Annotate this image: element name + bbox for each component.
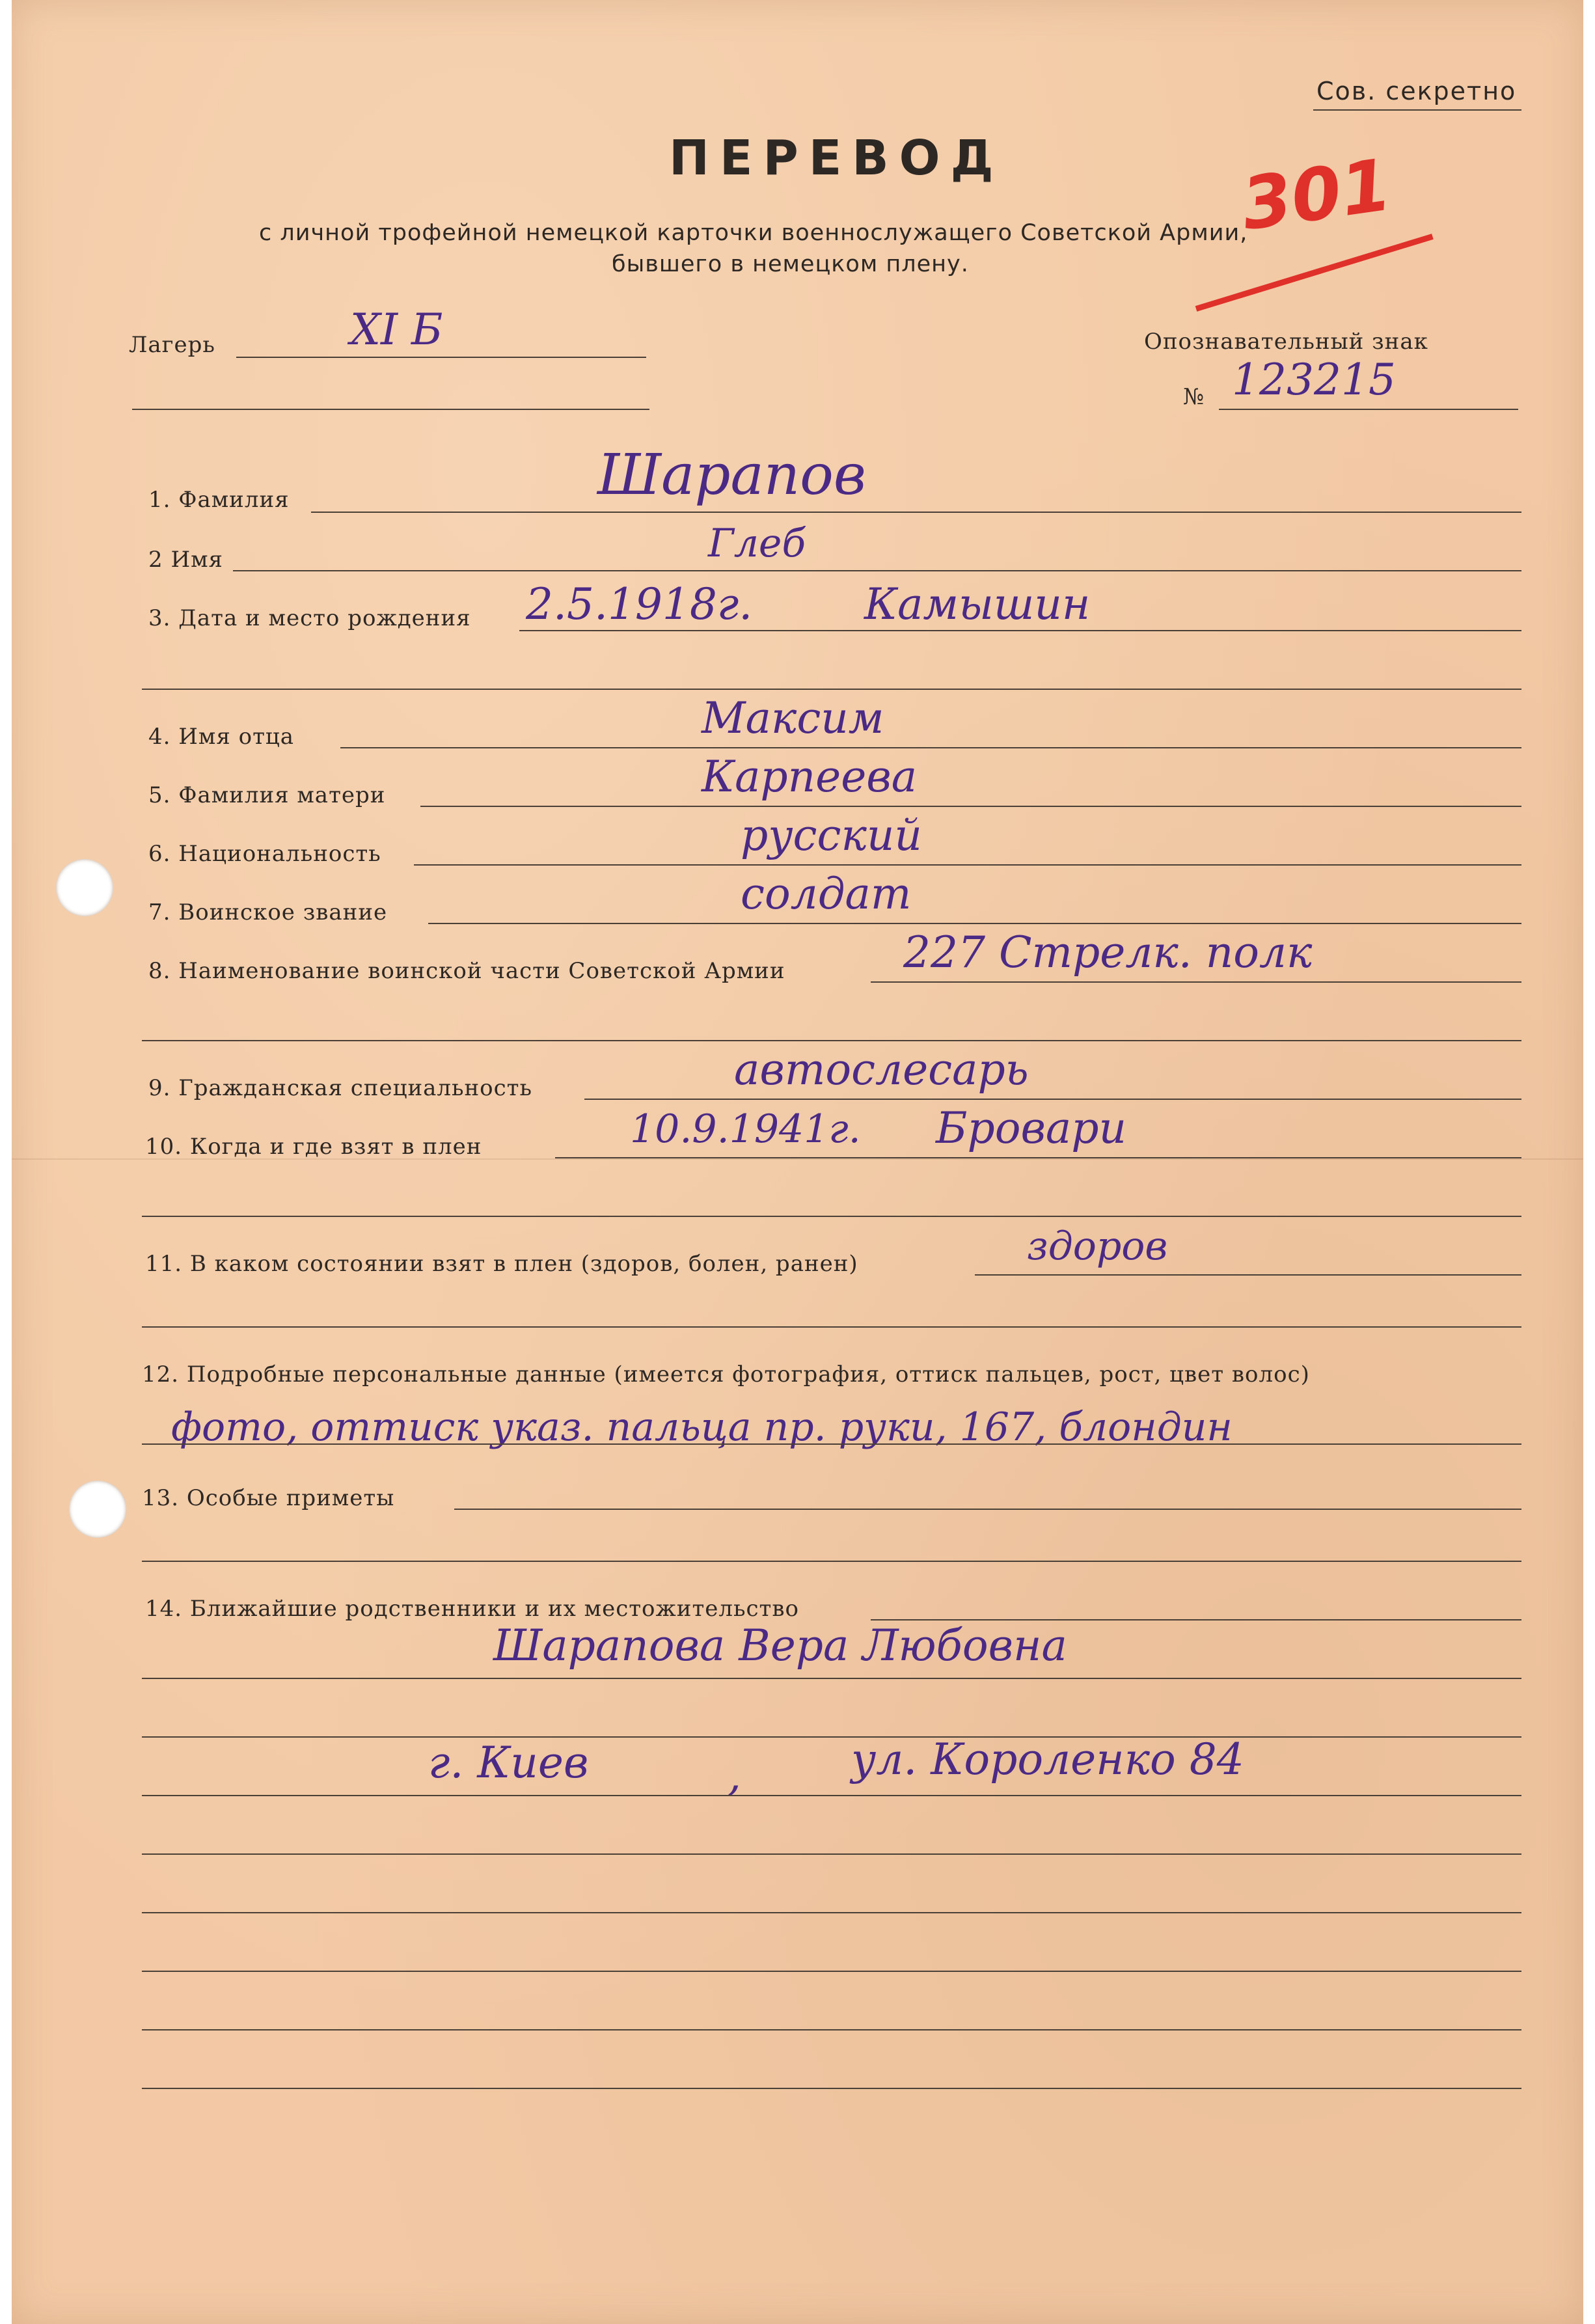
field-12-label: 12. Подробные персональные данные (имеется фотография, оттиск пальцев, рост, цвет волос) <box>142 1361 1310 1388</box>
field-7-label: 7. Воинское звание <box>148 899 388 925</box>
field-5-label: 5. Фамилия матери <box>148 782 386 808</box>
field-9-value: автослесарь <box>734 1045 1029 1095</box>
field-14-line-2 <box>142 1678 1521 1679</box>
id-tag-label: Опознавательный знак <box>1144 329 1428 355</box>
field-4-label: 4. Имя отца <box>148 724 295 750</box>
field-3-date: 2.5.1918г. <box>526 579 753 629</box>
field-6-label: 6. Национальность <box>148 841 381 867</box>
field-11-label: 11. В каком состоянии взят в плен (здоров, болен, ранен) <box>145 1251 858 1277</box>
field-4-value: Максим <box>702 693 884 743</box>
field-13-line-2 <box>142 1561 1521 1562</box>
camp-line-2 <box>132 409 649 410</box>
id-number-line <box>1219 409 1518 410</box>
field-8-value: 227 Стрелк. полк <box>903 927 1313 977</box>
field-10-date: 10.9.1941г. <box>630 1106 861 1152</box>
camp-label: Лагерь <box>129 332 215 358</box>
classification-underline <box>1313 109 1521 111</box>
camp-line <box>236 357 646 358</box>
field-11-line-2 <box>142 1326 1521 1328</box>
field-5-value: Карпеева <box>702 752 918 802</box>
field-11-value: здоров <box>1027 1224 1168 1269</box>
field-7-line <box>428 923 1521 924</box>
field-6-value: русский <box>741 810 922 860</box>
field-14-line-5 <box>142 1853 1521 1855</box>
field-12-line <box>142 1443 1521 1445</box>
field-11-line <box>975 1274 1521 1276</box>
document-title: ПЕРЕВОД <box>669 130 1004 186</box>
field-14-line-8 <box>142 2029 1521 2030</box>
field-9-line <box>584 1099 1521 1100</box>
field-10-line <box>555 1157 1521 1158</box>
punch-hole-top <box>56 859 113 916</box>
field-10-place: Бровари <box>936 1103 1127 1153</box>
field-8-label: 8. Наименование воинской части Советской Армии <box>148 958 785 984</box>
field-14-label: 14. Ближайшие родственники и их местожительство <box>145 1596 799 1622</box>
document-subtitle-line2: бывшего в немецком плену. <box>612 251 969 277</box>
field-13-line <box>454 1509 1521 1510</box>
field-14-line-4 <box>142 1795 1521 1796</box>
camp-value: XI Б <box>350 305 443 355</box>
field-14-city: г. Киев <box>428 1738 589 1788</box>
field-2-value: Глеб <box>708 521 806 566</box>
field-12-value: фото, оттиск указ. пальца пр. руки, 167, блондин <box>171 1404 1233 1450</box>
red-file-number: 301 <box>1236 143 1397 247</box>
field-3-line-2 <box>142 689 1521 690</box>
field-5-line <box>420 806 1521 807</box>
field-7-value: солдат <box>741 869 912 919</box>
field-3-place: Камышин <box>864 579 1091 629</box>
field-8-line-2 <box>142 1040 1521 1041</box>
field-9-label: 9. Гражданская специальность <box>148 1075 532 1101</box>
field-14-separator: , <box>728 1751 741 1801</box>
field-13-label: 13. Особые приметы <box>142 1485 395 1511</box>
field-14-line-7 <box>142 1971 1521 1972</box>
field-14-line-9 <box>142 2088 1521 2089</box>
field-14-name: Шарапова Вера Любовна <box>493 1620 1067 1671</box>
field-1-line <box>311 512 1521 513</box>
field-10-line-2 <box>142 1216 1521 1217</box>
field-1-value: Шарапов <box>597 443 866 508</box>
field-1-label: 1. Фамилия <box>148 487 290 513</box>
field-14-line-6 <box>142 1912 1521 1913</box>
field-2-label: 2 Имя <box>148 547 223 573</box>
punch-hole-bottom <box>69 1481 126 1538</box>
document-subtitle-line1: с личной трофейной немецкой карточки военнослужащего Советской Армии, <box>259 220 1248 246</box>
document-sheet <box>12 0 1583 2324</box>
field-14-street: ул. Короленко 84 <box>851 1734 1244 1784</box>
field-6-line <box>414 864 1521 866</box>
field-4-line <box>340 747 1521 748</box>
id-number-label: № <box>1183 384 1205 410</box>
field-2-line <box>233 570 1521 571</box>
field-8-line <box>871 981 1521 983</box>
field-10-label: 10. Когда и где взят в плен <box>145 1134 482 1160</box>
field-3-label: 3. Дата и место рождения <box>148 605 471 631</box>
field-14-line-3 <box>142 1736 1521 1738</box>
field-3-line <box>519 630 1521 631</box>
classification-stamp: Сов. секретно <box>1316 77 1517 105</box>
id-number-value: 123215 <box>1232 355 1396 405</box>
